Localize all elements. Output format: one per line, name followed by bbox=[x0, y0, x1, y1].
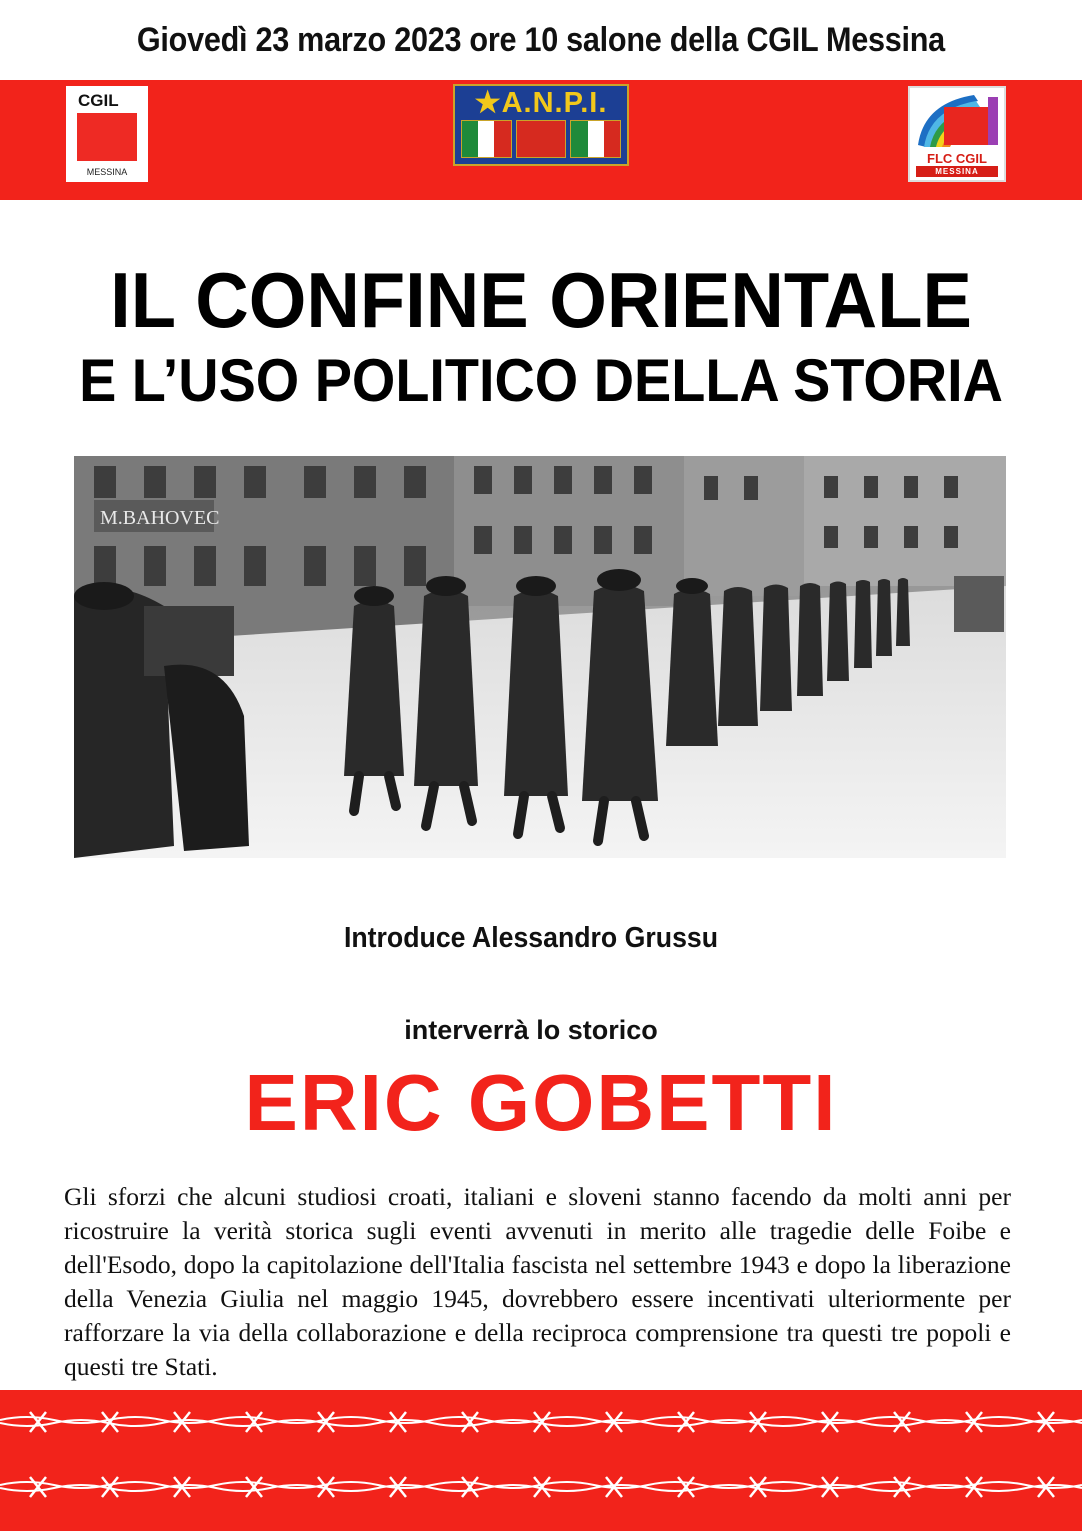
flc-rainbow-icon bbox=[914, 91, 1000, 151]
cgil-logo-word: CGIL bbox=[78, 91, 119, 110]
barbed-wire-band bbox=[0, 1390, 1082, 1531]
poster-title-line-2: E L’USO POLITICO DELLA STORIA bbox=[79, 347, 1003, 414]
event-header bbox=[0, 0, 1082, 80]
italian-flag-icon bbox=[570, 120, 621, 158]
historical-photo bbox=[74, 456, 1006, 858]
anpi-logo bbox=[453, 84, 629, 166]
speaker-lead: interverrà lo storico bbox=[404, 1015, 658, 1045]
description-paragraph: Gli sforzi che alcuni studiosi croati, italiani e sloveni stanno facendo da molti anni per ricostruire la verità storica sugli eventi avvenuti in merito alle tragedie delle Foibe e dell'Esodo, dopo la capitolazione dell'Italia fascista nel settembre 1943 e dopo la liberazione della Venezia Giulia nel maggio 1945, dovrebbero essere incentivati ulteriormente per rafforzare la via della collaborazione e della reciproca comprensione tra questi tre popoli e questi tre Stati. bbox=[64, 1182, 1011, 1381]
soldiers-marching-image bbox=[74, 456, 1006, 858]
barbed-wire-icon bbox=[0, 1390, 1082, 1531]
red-band-icon bbox=[516, 120, 567, 158]
anpi-logo-word: ★A.N.P.I. bbox=[474, 87, 608, 119]
cgil-logo bbox=[66, 86, 148, 182]
cgil-red-square bbox=[77, 113, 137, 161]
introduction-line: Introduce Alessandro Grussu bbox=[343, 922, 719, 954]
cgil-logo-city: MESSINA bbox=[86, 167, 128, 177]
shop-sign-text: M.BAHOVEC bbox=[100, 507, 220, 529]
event-date-location: Giovedì 23 marzo 2023 ore 10 salone della CGIL Messina bbox=[136, 20, 946, 59]
flc-logo-word: FLC CGIL bbox=[927, 151, 987, 166]
flc-logo-city: MESSINA bbox=[916, 166, 998, 177]
flc-cgil-logo bbox=[908, 86, 1006, 182]
speaker-name: ERIC GOBETTI bbox=[244, 1058, 838, 1147]
anpi-flag-strip bbox=[461, 120, 621, 158]
poster-title-line-1: IL CONFINE ORIENTALE bbox=[110, 256, 972, 344]
italian-flag-icon bbox=[461, 120, 512, 158]
